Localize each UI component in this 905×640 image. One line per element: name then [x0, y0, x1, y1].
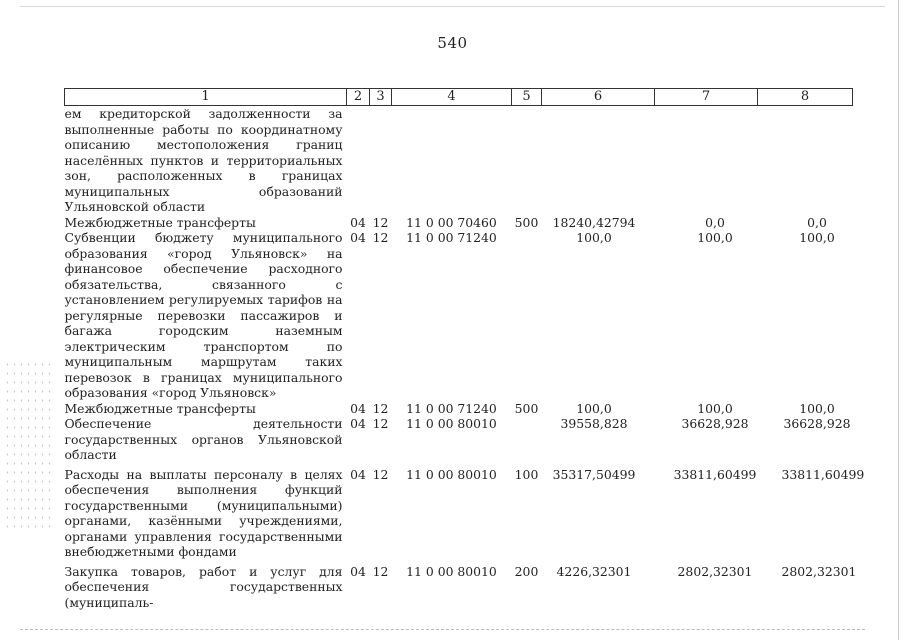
row-rz: 04 — [350, 400, 366, 416]
row-amount-year2: 100,0 — [697, 400, 733, 416]
row-vr — [512, 416, 542, 463]
row-amount-year3: 0,0 — [807, 214, 827, 230]
row-pr: 12 — [372, 230, 389, 245]
row-pr — [370, 106, 392, 215]
header-row — [65, 89, 853, 106]
table-row — [65, 560, 853, 611]
page-number: 540 — [437, 34, 468, 52]
table-row — [65, 106, 853, 215]
scan-margin-noise — [4, 360, 54, 530]
table-row — [65, 463, 853, 560]
row-pr: 12 — [372, 416, 389, 431]
budget-table — [64, 88, 865, 610]
row-vr: 500 — [514, 400, 539, 416]
row-rz: 04 — [350, 214, 366, 230]
row-pr: 12 — [372, 563, 389, 579]
row-vr: 100 — [514, 466, 539, 482]
row-pr: 12 — [372, 466, 389, 482]
row-rz: 04 — [350, 563, 366, 579]
header-col-6: 6 — [542, 89, 655, 106]
row-amount-year3: 100,0 — [799, 400, 835, 416]
row-name: Межбюджетные трансферты — [64, 400, 256, 416]
row-amount-year1: 35317,50499 — [552, 466, 636, 482]
row-csr: 11 0 00 71240 — [406, 230, 497, 245]
row-pr: 12 — [372, 214, 389, 230]
row-amount-year3: 36628,928 — [783, 416, 851, 431]
row-csr — [392, 106, 512, 215]
row-vr — [512, 106, 542, 215]
row-rz: 04 — [350, 416, 366, 431]
row-amount-year3: 2802,32301 — [781, 563, 857, 579]
row-amount-year1: 4226,32301 — [556, 563, 632, 579]
row-amount-year3: 33811,60499 — [781, 466, 865, 482]
row-vr: 200 — [514, 563, 539, 579]
page-right-edge — [898, 0, 899, 640]
row-amount-year2: 0,0 — [705, 214, 725, 230]
row-amount-year2: 100,0 — [697, 230, 733, 245]
row-amount-year2 — [655, 106, 758, 215]
row-name: Обеспечение деятельности государственных органов Ульяновской области — [64, 416, 343, 462]
row-name: Субвенции бюджету муниципального образования «город Ульяновск» на финансовое обеспечение расходного обязательства, связанного с установлением регулируемых тарифов на регулярные перевозки пассажиров и багажа городским наземным электрическим транспортом по муниципальным маршрутам таких перевозок в границах муниципального образования «город Ульяновск» — [64, 230, 343, 400]
header-col-7: 7 — [655, 89, 758, 106]
row-amount-year1: 18240,42794 — [552, 214, 636, 230]
row-name: Межбюджетные трансферты — [64, 214, 256, 230]
page-bottom-edge — [20, 629, 865, 630]
header-col-8: 8 — [758, 89, 853, 106]
table-row — [65, 215, 853, 231]
row-amount-year3: 100,0 — [799, 230, 835, 245]
row-pr: 12 — [372, 400, 389, 416]
header-col-5: 5 — [512, 89, 542, 106]
row-amount-year2: 33811,60499 — [673, 466, 757, 482]
page-top-edge — [20, 6, 885, 7]
row-amount-year1 — [542, 106, 655, 215]
table-row — [65, 416, 853, 463]
row-csr: 11 0 00 71240 — [406, 400, 497, 416]
row-amount-year1: 100,0 — [576, 230, 612, 245]
row-amount-year1: 100,0 — [576, 400, 612, 416]
row-vr — [512, 230, 542, 401]
header-col-2: 2 — [347, 89, 370, 106]
row-name: ем кредиторской задолженности за выполненные работы по координатному описанию местоположения границ населённых пунктов и территориальных зон, расположенных в границах муниципальных образований Ульяновской области — [64, 106, 343, 214]
row-csr: 11 0 00 70460 — [406, 214, 497, 230]
row-amount-year3 — [758, 106, 853, 215]
row-amount-year2: 36628,928 — [681, 416, 749, 431]
row-csr: 11 0 00 80010 — [406, 563, 497, 579]
row-amount-year2: 2802,32301 — [677, 563, 753, 579]
header-col-4: 4 — [392, 89, 512, 106]
row-name: Расходы на выплаты персоналу в целях обеспечения выполнения функций государственными (муниципальными) органами, казёнными учреждениями, органами управления государственными внебюджетными фондами — [64, 466, 343, 559]
row-rz — [347, 106, 370, 215]
header-col-1: 1 — [65, 89, 347, 106]
table-row — [65, 230, 853, 401]
row-amount-year1: 39558,828 — [560, 416, 628, 431]
row-csr: 11 0 00 80010 — [406, 466, 497, 482]
header-col-3: 3 — [370, 89, 392, 106]
row-vr: 500 — [514, 214, 539, 230]
row-csr: 11 0 00 80010 — [406, 416, 497, 431]
row-rz: 04 — [350, 466, 366, 482]
row-rz: 04 — [350, 230, 366, 245]
table-row — [65, 401, 853, 417]
row-name: Закупка товаров, работ и услуг для обеспечения государственных (муниципаль- — [64, 563, 343, 610]
